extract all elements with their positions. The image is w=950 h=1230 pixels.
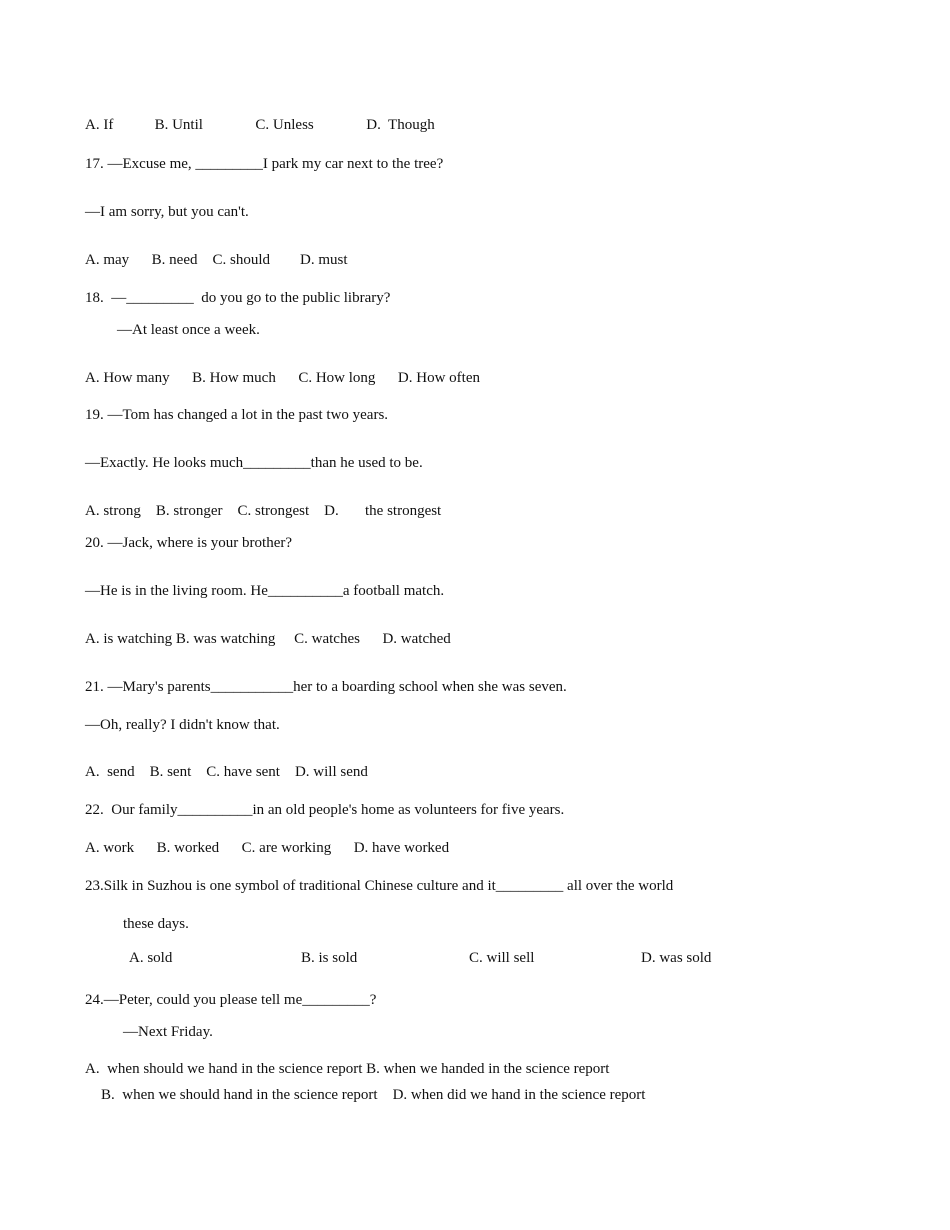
q24-question: 24.—Peter, could you please tell me_________? (85, 992, 377, 1008)
q21-reply: —Oh, really? I didn't know that. (85, 717, 280, 733)
q18-options: A. How many B. How much C. How long D. How often (85, 370, 480, 386)
q22-options: A. work B. worked C. are working D. have worked (85, 840, 450, 856)
q23-option-c: C. will sell (469, 950, 535, 966)
q16-options: A. If B. Until C. Unless D. Though (85, 117, 435, 133)
q18-question: 18. —_________ do you go to the public library? (85, 290, 391, 306)
q24-options-1: A. when should we hand in the science report B. when we handed in the science report (85, 1061, 610, 1077)
q24-options-2: B. when we should hand in the science report D. when did we hand in the science report (101, 1087, 646, 1103)
q18-reply: —At least once a week. (117, 322, 260, 338)
q20-reply: —He is in the living room. He__________a football match. (85, 583, 445, 599)
q24-reply: —Next Friday. (123, 1024, 213, 1040)
q19-options: A. strong B. stronger C. strongest D. the strongest (85, 503, 442, 519)
q23-question-cont: these days. (123, 916, 189, 932)
q19-reply: —Exactly. He looks much_________than he used to be. (85, 455, 423, 471)
q21-question: 21. —Mary's parents___________her to a boarding school when she was seven. (85, 679, 567, 695)
q22-question: 22. Our family__________in an old people's home as volunteers for five years. (85, 802, 565, 818)
q21-options: A. send B. sent C. have sent D. will send (85, 764, 368, 780)
q20-question: 20. —Jack, where is your brother? (85, 535, 293, 551)
q20-options: A. is watching B. was watching C. watches D. watched (85, 631, 451, 647)
q23-question: 23.Silk in Suzhou is one symbol of traditional Chinese culture and it_________ all over the world (85, 878, 674, 894)
q17-reply: —I am sorry, but you can't. (85, 204, 249, 220)
q19-question: 19. —Tom has changed a lot in the past two years. (85, 407, 389, 423)
q23-option-a: A. sold (129, 950, 173, 966)
q17-question: 17. —Excuse me, _________I park my car next to the tree? (85, 156, 444, 172)
q17-options: A. may B. need C. should D. must (85, 252, 348, 268)
q23-option-d: D. was sold (641, 950, 712, 966)
q23-option-b: B. is sold (301, 950, 358, 966)
